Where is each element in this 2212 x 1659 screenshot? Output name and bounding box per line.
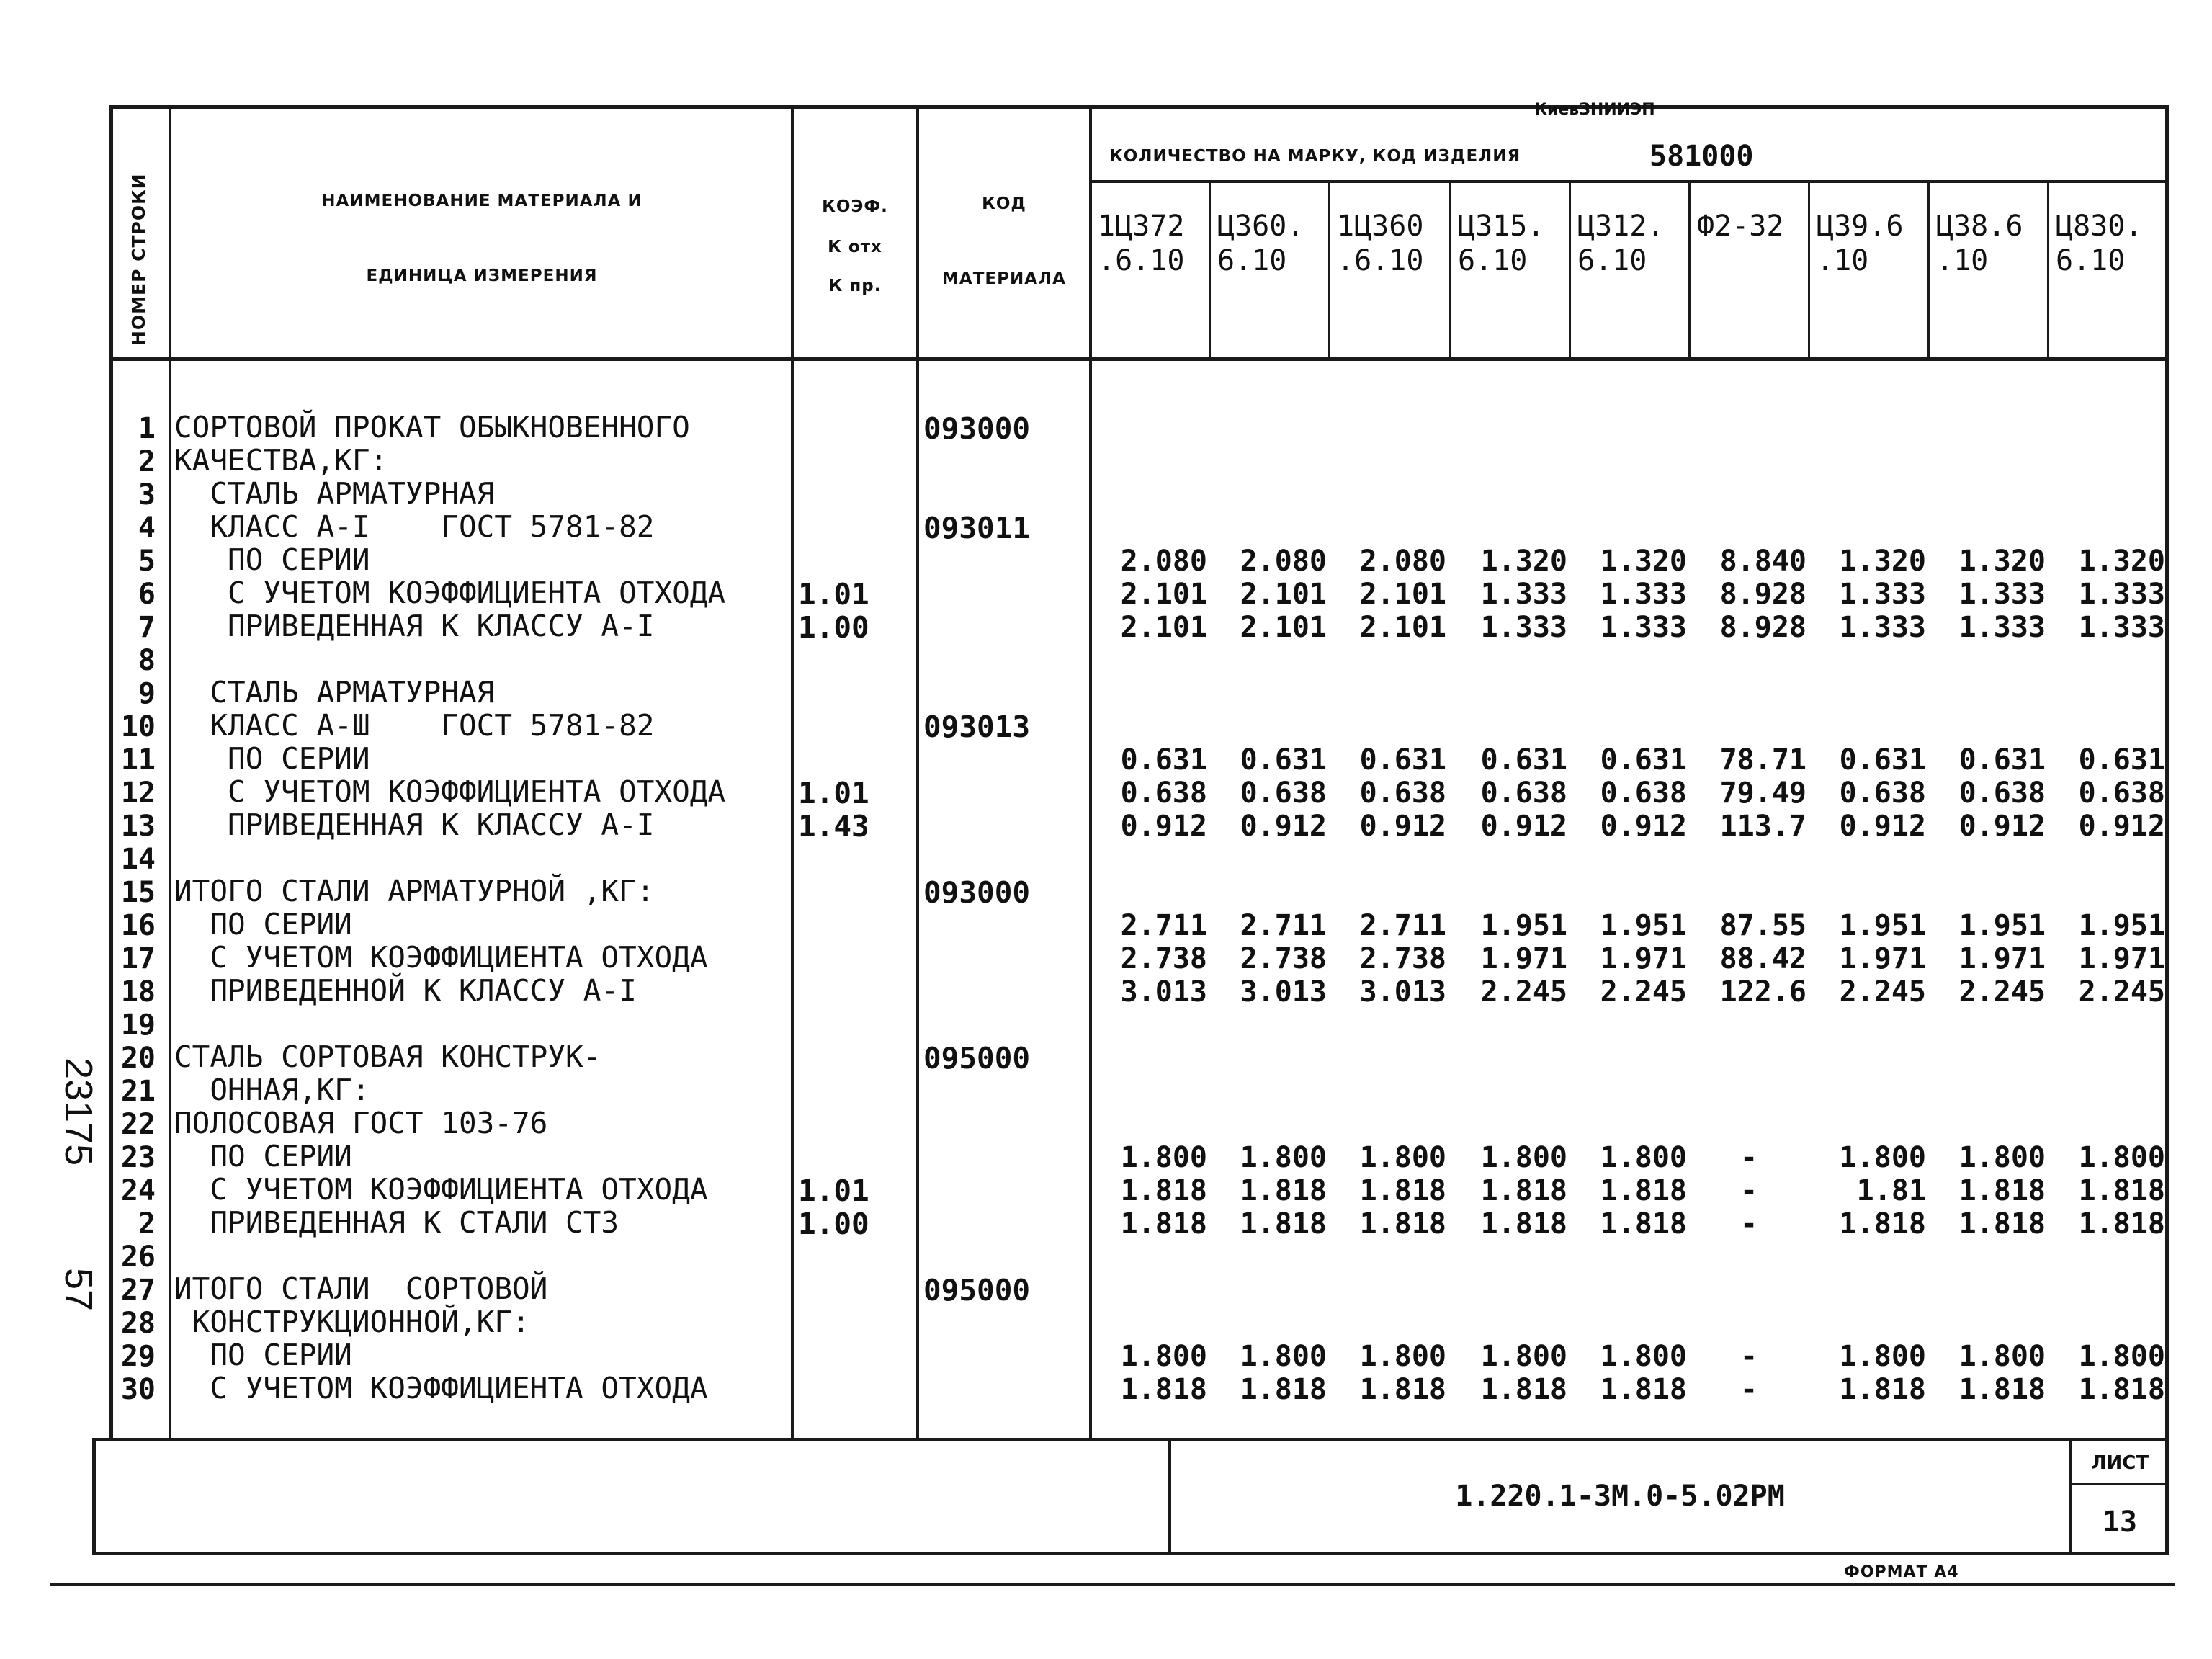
qty-column-divider (1808, 180, 1810, 359)
quantity-cell: 1.333 (1480, 611, 1567, 644)
format-label: ФОРМАТ А4 (1844, 1563, 1959, 1581)
quantity-cell: 1.800 (1240, 1141, 1327, 1174)
coefficient: 1.00 (798, 1207, 869, 1241)
quantity-cell: 1.333 (1958, 578, 2046, 611)
product-column-header: Ц315. (1458, 210, 1545, 243)
frame-left-line (109, 105, 113, 1439)
qty-header: КОЛИЧЕСТВО НА МАРКУ, КОД ИЗДЕЛИЯ (1109, 147, 1521, 166)
row-number: 18 (120, 975, 156, 1009)
material-name: ПО СЕРИИ (174, 542, 370, 577)
quantity-cell: 0.912 (1600, 810, 1687, 843)
quantity-cell: 1.818 (1958, 1174, 2046, 1207)
quantity-cell: 1.800 (1240, 1340, 1327, 1373)
product-column-header: Ф2-32 (1697, 210, 1784, 243)
quantity-cell: 1.800 (1120, 1141, 1207, 1174)
material-name: ПО СЕРИИ (174, 1338, 352, 1372)
product-column-header: Ц360. (1217, 210, 1304, 243)
quantity-cell: 1.951 (1480, 909, 1567, 942)
quantity-cell: 1.818 (1958, 1373, 2046, 1406)
quantity-cell: 0.912 (2078, 810, 2165, 843)
quantity-cell: 1.818 (1839, 1373, 1926, 1406)
quantity-cell: 0.638 (2078, 777, 2165, 810)
quantity-cell: 1.951 (2078, 909, 2165, 942)
row-number: 8 (138, 644, 156, 677)
quantity-cell: 1.320 (2078, 545, 2165, 578)
coef-header-line3: К пр. (828, 277, 882, 295)
quantity-cell: 2.738 (1359, 942, 1446, 975)
quantity-cell: 1.971 (1839, 942, 1926, 975)
quantity-cell: 0.638 (1240, 777, 1327, 810)
quantity-cell: 1.818 (1240, 1174, 1327, 1207)
quantity-cell: 1.818 (1600, 1373, 1687, 1406)
quantity-cell: 0.912 (1120, 810, 1207, 843)
material-name: СОРТОВОЙ ПРОКАТ ОБЫКНОВЕННОГО (174, 410, 690, 444)
material-name: С УЧЕТОМ КОЭФФИЦИЕНТА ОТХОДА (174, 1172, 708, 1207)
material-name: ПО СЕРИИ (174, 907, 352, 942)
product-column-header-line2: 6.10 (1458, 244, 1528, 277)
material-name: ОННАЯ,КГ: (174, 1073, 370, 1107)
product-column-header-line2: .6.10 (1098, 244, 1185, 277)
material-name: ПО СЕРИИ (174, 1139, 352, 1173)
sheet-box-mid (2069, 1483, 2168, 1485)
row-number: 29 (120, 1340, 156, 1373)
quantity-cell: 0.638 (1480, 777, 1567, 810)
material-code: 093013 (923, 710, 1031, 744)
material-name: КЛАСС А-I ГОСТ 5781-82 (174, 509, 655, 544)
product-column-header: 1Ц360 (1337, 210, 1424, 243)
quantity-cell: 2.738 (1240, 942, 1327, 975)
quantity-cell: 1.333 (1600, 611, 1687, 644)
margin-note-2: 57 (57, 1268, 100, 1312)
material-name: СТАЛЬ АРМАТУРНАЯ (174, 476, 495, 511)
material-name: ПРИВЕДЕННАЯ К СТАЛИ СТ3 (174, 1205, 619, 1240)
quantity-cell: 1.818 (1240, 1373, 1327, 1406)
quantity-cell: - (1739, 1373, 1758, 1406)
quantity-cell: 1.333 (1958, 611, 2046, 644)
quantity-cell: 1.320 (1839, 545, 1926, 578)
material-name: ПРИВЕДЕННАЯ К КЛАССУ А-I (174, 609, 655, 643)
quantity-cell: 1.320 (1958, 545, 2046, 578)
material-name: ПРИВЕДЕННОЙ К КЛАССУ А-I (174, 973, 637, 1008)
quantity-cell: 0.631 (1359, 743, 1446, 777)
quantity-cell: 0.631 (2078, 743, 2165, 777)
quantity-cell: 87.55 (1719, 909, 1806, 942)
row-number: 5 (138, 545, 156, 578)
sheet-number: 13 (2102, 1506, 2138, 1539)
quantity-cell: 2.245 (1600, 975, 1687, 1009)
material-name: ИТОГО СТАЛИ СОРТОВОЙ (174, 1271, 548, 1306)
product-column-header-line2: 6.10 (1577, 244, 1647, 277)
quantity-cell: 2.711 (1359, 909, 1446, 942)
frame-bottom-line (92, 1552, 2168, 1555)
qty-column-divider (1449, 180, 1451, 359)
material-name: С УЧЕТОМ КОЭФФИЦИЕНТА ОТХОДА (174, 576, 726, 610)
quantity-cell: 78.71 (1719, 743, 1806, 777)
quantity-cell: 0.912 (1480, 810, 1567, 843)
qty-column-divider (1688, 180, 1691, 359)
divider-rownum (169, 105, 171, 1439)
material-name: КОНСТРУКЦИОННОЙ,КГ: (174, 1305, 530, 1339)
quantity-cell: 1.818 (1120, 1174, 1207, 1207)
quantity-cell: 0.638 (1359, 777, 1446, 810)
material-name: ПО СЕРИИ (174, 741, 370, 776)
product-column-header-line2: .10 (1936, 244, 1989, 277)
page-bottom-line (50, 1583, 2175, 1586)
quantity-cell: 1.818 (2078, 1373, 2165, 1406)
quantity-cell: 1.971 (2078, 942, 2165, 975)
quantity-cell: 0.638 (1958, 777, 2046, 810)
material-name: ПРИВЕДЕННАЯ К КЛАССУ А-I (174, 808, 655, 842)
quantity-cell: - (1739, 1141, 1758, 1174)
quantity-cell: 1.818 (1120, 1373, 1207, 1406)
quantity-cell: 0.631 (1480, 743, 1567, 777)
quantity-cell: 2.101 (1240, 578, 1327, 611)
row-number: 10 (120, 710, 156, 743)
margin-note-1: 23175 (57, 1057, 100, 1166)
quantity-cell: 0.631 (1600, 743, 1687, 777)
doc-code: 1.220.1-3М.0-5.02РМ (1455, 1480, 1785, 1513)
material-name: КЛАСС А-Ш ГОСТ 5781-82 (174, 708, 655, 743)
quantity-cell: 1.333 (2078, 611, 2165, 644)
quantity-cell: 2.245 (1480, 975, 1567, 1009)
quantity-cell: 2.711 (1240, 909, 1327, 942)
quantity-cell: 1.800 (1958, 1141, 2046, 1174)
product-column-header-line2: .6.10 (1337, 244, 1424, 277)
row-number: 17 (120, 942, 156, 975)
quantity-cell: 0.631 (1958, 743, 2046, 777)
product-column-header: Ц39.6 (1817, 210, 1904, 243)
row-number: 22 (120, 1108, 156, 1141)
material-name: СТАЛЬ АРМАТУРНАЯ (174, 675, 495, 710)
quantity-cell: 2.080 (1240, 545, 1327, 578)
quantity-cell: 122.6 (1719, 975, 1806, 1009)
coefficient: 1.00 (798, 610, 869, 645)
sheet-label: ЛИСТ (2090, 1452, 2149, 1474)
material-code: 093000 (923, 875, 1031, 910)
quantity-cell: 1.951 (1839, 909, 1926, 942)
code-header-line1: КОД (982, 194, 1026, 213)
quantity-cell: 1.818 (1480, 1373, 1567, 1406)
row-number: 3 (138, 478, 156, 511)
quantity-cell: 0.638 (1600, 777, 1687, 810)
qty-column-divider (2047, 180, 2049, 359)
row-number: 15 (120, 876, 156, 909)
quantity-cell: 79.49 (1719, 777, 1806, 810)
row-number: 30 (120, 1373, 156, 1406)
quantity-cell: - (1739, 1174, 1758, 1207)
table-bottom-line (92, 1438, 2168, 1441)
quantity-cell: 8.840 (1719, 545, 1806, 578)
quantity-cell: 1.818 (2078, 1174, 2165, 1207)
coefficient: 1.43 (798, 809, 869, 844)
row-number: 13 (120, 810, 156, 843)
quantity-cell: 1.818 (1480, 1174, 1567, 1207)
quantity-cell: 3.013 (1240, 975, 1327, 1009)
quantity-cell: 1.971 (1480, 942, 1567, 975)
material-code: 093000 (923, 411, 1031, 446)
row-number: 9 (138, 677, 156, 710)
quantity-cell: 2.080 (1120, 545, 1207, 578)
quantity-cell: 1.800 (1839, 1141, 1926, 1174)
quantity-cell: 2.080 (1359, 545, 1446, 578)
material-code: 095000 (923, 1041, 1031, 1076)
frame-top-line (109, 105, 2168, 109)
quantity-cell: 1.971 (1600, 942, 1687, 975)
quantity-cell: 0.631 (1240, 743, 1327, 777)
row-number: 23 (120, 1141, 156, 1174)
coef-header-line2: К отх (828, 238, 882, 256)
frame-right-line (2165, 105, 2169, 1555)
material-name: ПОЛОСОВАЯ ГОСТ 103-76 (174, 1106, 548, 1140)
coefficient: 1.01 (798, 577, 869, 612)
quantity-cell: 1.800 (1480, 1340, 1567, 1373)
qty-column-divider (1569, 180, 1571, 359)
frame-outer-left (92, 1439, 96, 1555)
row-number: 11 (120, 743, 156, 777)
quantity-cell: 2.101 (1359, 611, 1446, 644)
material-code: 095000 (923, 1273, 1031, 1307)
quantity-cell: 1.333 (1839, 611, 1926, 644)
divider-coef (916, 105, 919, 1439)
top-stamp: КиевЗНИИЭП (1534, 101, 1655, 119)
name-header-line2: ЕДИНИЦА ИЗМЕРЕНИЯ (366, 267, 598, 285)
quantity-cell: 1.320 (1600, 545, 1687, 578)
quantity-cell: 1.818 (1839, 1207, 1926, 1240)
material-name: ИТОГО СТАЛИ АРМАТУРНОЙ ,КГ: (174, 874, 655, 908)
quantity-cell: 2.101 (1120, 578, 1207, 611)
quantity-cell: 0.912 (1240, 810, 1327, 843)
quantity-cell: 1.971 (1958, 942, 2046, 975)
quantity-cell: - (1739, 1340, 1758, 1373)
quantity-cell: 0.912 (1958, 810, 2046, 843)
row-number: 4 (138, 511, 156, 545)
quantity-cell: 1.320 (1480, 545, 1567, 578)
quantity-cell: 3.013 (1120, 975, 1207, 1009)
quantity-cell: 1.800 (1600, 1340, 1687, 1373)
row-number-label: НОМЕР СТРОКИ (128, 173, 149, 346)
row-number: 7 (138, 611, 156, 644)
material-name: С УЧЕТОМ КОЭФФИЦИЕНТА ОТХОДА (174, 940, 708, 975)
quantity-cell: 1.800 (1480, 1141, 1567, 1174)
quantity-cell: 1.818 (1958, 1207, 2046, 1240)
quantity-cell: 2.711 (1120, 909, 1207, 942)
quantity-cell: 2.245 (2078, 975, 2165, 1009)
material-name: КАЧЕСТВА,КГ: (174, 443, 388, 478)
row-number: 12 (120, 777, 156, 810)
quantity-cell: 0.631 (1839, 743, 1926, 777)
quantity-cell: 1.800 (1120, 1340, 1207, 1373)
quantity-cell: 1.818 (1240, 1207, 1327, 1240)
row-number: 1 (138, 412, 156, 445)
qty-column-divider (1927, 180, 1930, 359)
material-name: СТАЛЬ СОРТОВАЯ КОНСТРУК- (174, 1039, 601, 1074)
quantity-cell: 0.912 (1839, 810, 1926, 843)
quantity-cell: 2.245 (1958, 975, 2046, 1009)
row-number: 14 (120, 843, 156, 876)
quantity-cell: 113.7 (1719, 810, 1806, 843)
material-name: С УЧЕТОМ КОЭФФИЦИЕНТА ОТХОДА (174, 774, 726, 809)
quantity-cell: 8.928 (1719, 611, 1806, 644)
quantity-cell: 2.101 (1240, 611, 1327, 644)
quantity-cell: 1.800 (1359, 1141, 1446, 1174)
quantity-cell: 1.818 (1600, 1207, 1687, 1240)
quantity-cell: 2.738 (1120, 942, 1207, 975)
quantity-cell: 2.101 (1120, 611, 1207, 644)
quantity-cell: 2.101 (1359, 578, 1446, 611)
qty-header-line (1089, 180, 2168, 183)
quantity-cell: 1.800 (1600, 1141, 1687, 1174)
product-column-header: Ц312. (1577, 210, 1665, 243)
row-number: 27 (120, 1274, 156, 1307)
quantity-cell: 1.333 (1839, 578, 1926, 611)
quantity-cell: 1.818 (1480, 1207, 1567, 1240)
qty-column-divider (1209, 180, 1211, 359)
quantity-cell: 1.333 (2078, 578, 2165, 611)
row-number: 6 (138, 578, 156, 611)
quantity-cell: 1.333 (1600, 578, 1687, 611)
quantity-cell: 1.81 (1856, 1174, 1926, 1207)
row-number: 20 (120, 1042, 156, 1075)
quantity-cell: 2.245 (1839, 975, 1926, 1009)
coef-header-line1: КОЭФ. (822, 197, 888, 216)
product-column-header: Ц830. (2056, 210, 2143, 243)
quantity-cell: 0.638 (1839, 777, 1926, 810)
quantity-cell: 1.818 (1120, 1207, 1207, 1240)
quantity-cell: 0.638 (1120, 777, 1207, 810)
quantity-cell: 3.013 (1359, 975, 1446, 1009)
quantity-cell: 1.800 (1359, 1340, 1446, 1373)
quantity-cell: 1.333 (1480, 578, 1567, 611)
quantity-cell: 88.42 (1719, 942, 1806, 975)
name-header-line1: НАИМЕНОВАНИЕ МАТЕРИАЛА И (321, 192, 642, 210)
row-number: 21 (120, 1075, 156, 1108)
row-number: 19 (120, 1009, 156, 1042)
material-name: С УЧЕТОМ КОЭФФИЦИЕНТА ОТХОДА (174, 1371, 708, 1405)
product-column-header: Ц38.6 (1936, 210, 2023, 243)
row-number: 2 (138, 445, 156, 478)
row-number: 28 (120, 1307, 156, 1340)
quantity-cell: 1.818 (2078, 1207, 2165, 1240)
quantity-cell: 1.800 (1839, 1340, 1926, 1373)
row-number: 26 (120, 1240, 156, 1274)
product-code: 581000 (1649, 140, 1754, 173)
quantity-cell: 1.800 (2078, 1340, 2165, 1373)
material-code: 093011 (923, 511, 1031, 545)
product-column-header-line2: .10 (1817, 244, 1869, 277)
quantity-cell: 1.951 (1600, 909, 1687, 942)
quantity-cell: 1.818 (1600, 1174, 1687, 1207)
row-number: 2 (138, 1207, 156, 1240)
code-header-line2: МАТЕРИАЛА (942, 269, 1066, 288)
product-column-header-line2: 6.10 (2056, 244, 2126, 277)
quantity-cell: 1.951 (1958, 909, 2046, 942)
coefficient: 1.01 (798, 776, 869, 810)
quantity-cell: 1.818 (1359, 1207, 1446, 1240)
quantity-cell: - (1739, 1207, 1758, 1240)
product-column-header: 1Ц372 (1098, 210, 1185, 243)
quantity-cell: 1.800 (2078, 1141, 2165, 1174)
divider-name (791, 105, 794, 1439)
product-column-header-line2: 6.10 (1217, 244, 1287, 277)
quantity-cell: 8.928 (1719, 578, 1806, 611)
quantity-cell: 1.818 (1359, 1373, 1446, 1406)
quantity-cell: 0.631 (1120, 743, 1207, 777)
header-bottom-line (109, 357, 2168, 361)
quantity-cell: 0.912 (1359, 810, 1446, 843)
quantity-cell: 1.818 (1359, 1174, 1446, 1207)
qty-column-divider (1328, 180, 1330, 359)
row-number: 16 (120, 909, 156, 942)
coefficient: 1.01 (798, 1173, 869, 1208)
row-number: 24 (120, 1174, 156, 1207)
quantity-cell: 1.800 (1958, 1340, 2046, 1373)
